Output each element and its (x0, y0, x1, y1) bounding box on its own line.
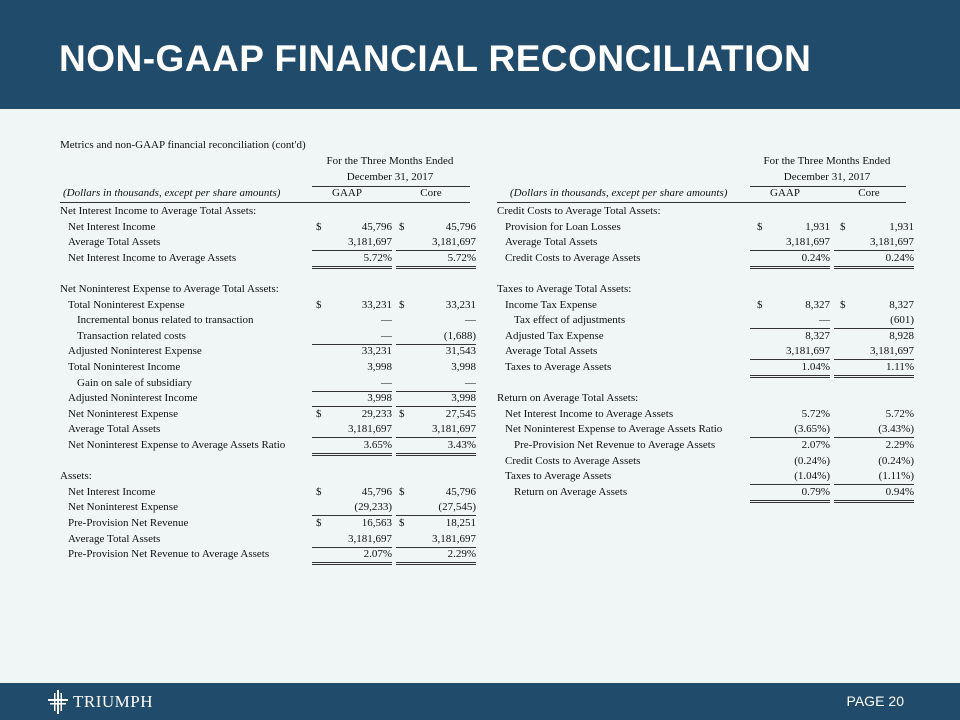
table-row (60, 314, 476, 330)
gaap-dollar-sign: $ (316, 220, 322, 233)
table-row (497, 407, 914, 424)
row-label: Average Total Assets (68, 423, 161, 436)
gaap-value: 3,998 (312, 392, 392, 407)
core-dollar-sign: $ (399, 298, 405, 311)
table-row (497, 485, 914, 502)
gaap-value: (29,233) (312, 501, 392, 516)
gaap-value: 3,181,697 (750, 236, 830, 251)
core-value: 8,327 (889, 298, 914, 311)
page-title: NON-GAAP FINANCIAL RECONCILIATION (59, 38, 812, 79)
gaap-dollar-sign: $ (316, 298, 322, 311)
gaap-value: 3,181,697 (750, 345, 830, 360)
row-label: Taxes to Average Assets (505, 361, 612, 373)
table-row (497, 251, 914, 268)
core-value: 0.94% (834, 486, 914, 503)
table-row (497, 423, 914, 439)
gaap-value: 3,181,697 (312, 236, 392, 251)
row-label: Average Total Assets (68, 532, 161, 545)
table-row (497, 345, 914, 361)
core-value: 3.43% (396, 439, 476, 456)
right-col-core: Core (858, 187, 880, 199)
left-header-rule (60, 202, 470, 203)
row-label: Average Total Assets (68, 236, 161, 249)
table-row (60, 439, 476, 455)
document-title: Metrics and non-GAAP financial reconciliation (cont'd) (60, 139, 306, 151)
core-value: 5.72% (885, 407, 914, 420)
page-indicator (843, 693, 904, 709)
core-value: (27,545) (396, 501, 476, 516)
table-row (497, 267, 909, 283)
gaap-value: 29,233 (361, 407, 392, 420)
gaap-value (312, 455, 392, 469)
row-label: Total Noninterest Expense (68, 298, 185, 311)
row-label: Net Interest Income to Average Assets (505, 407, 674, 420)
right-header-rule (497, 202, 906, 203)
core-value (396, 267, 476, 281)
gaap-value (750, 377, 830, 391)
row-label: Adjusted Noninterest Expense (68, 345, 202, 358)
left-col-core: Core (420, 187, 442, 199)
core-value: 1,931 (889, 220, 914, 233)
table-row (497, 314, 914, 330)
row-label: Credit Costs to Average Assets (505, 454, 641, 467)
gaap-value (750, 205, 830, 219)
gaap-value: (1.04%) (750, 470, 830, 485)
row-label: Net Noninterest Expense to Average Total Assets: (60, 283, 279, 295)
page-label: PAGE (846, 693, 885, 709)
table-row (60, 517, 476, 533)
table-row (60, 236, 476, 252)
core-value (396, 470, 476, 484)
table-row (497, 392, 909, 408)
gaap-value (312, 205, 392, 219)
gaap-value: 1.04% (750, 361, 830, 378)
table-row (60, 205, 472, 221)
core-value: 8,928 (889, 329, 914, 342)
row-label: Taxes to Average Assets (505, 470, 612, 483)
gaap-dollar-sign: $ (757, 298, 763, 311)
core-value: (1.11%) (834, 470, 914, 485)
core-value: 31,543 (445, 345, 476, 358)
row-label: Credit Costs to Average Total Assets: (497, 205, 661, 217)
core-value: 45,796 (445, 220, 476, 233)
left-period-line2: December 31, 2017 (346, 171, 434, 183)
table-row (497, 298, 914, 315)
core-dollar-sign: $ (399, 517, 405, 529)
table-row (60, 283, 472, 299)
row-label: Net Noninterest Expense (68, 501, 178, 514)
core-value: 2.29% (396, 548, 476, 565)
left-units-note: (Dollars in thousands, except per share amounts) (63, 187, 281, 199)
row-label: Tax effect of adjustments (514, 314, 626, 327)
core-value: 3,998 (451, 361, 476, 373)
core-value (396, 283, 476, 297)
table-row (497, 470, 914, 486)
table-row (497, 454, 914, 471)
core-value (834, 283, 914, 297)
row-label: Income Tax Expense (505, 298, 597, 311)
table-row (497, 220, 914, 237)
core-value: 3,181,697 (834, 345, 914, 360)
gaap-value: 2.07% (801, 439, 830, 451)
table-row (60, 485, 476, 502)
core-dollar-sign: $ (399, 407, 405, 420)
table-row (60, 407, 476, 424)
core-value: 1.11% (834, 361, 914, 378)
core-value: (1,688) (396, 330, 476, 345)
core-value: — (396, 377, 476, 392)
table-row (60, 548, 476, 564)
gaap-value (750, 267, 830, 281)
gaap-value: — (381, 314, 392, 327)
table-row (60, 267, 472, 283)
gaap-dollar-sign: $ (757, 220, 763, 233)
table-row (60, 501, 476, 517)
table-row (497, 377, 909, 393)
right-period-line1: For the Three Months Ended (763, 155, 891, 167)
table-row (497, 361, 914, 377)
table-row (60, 455, 472, 471)
page-number: 20 (888, 693, 904, 709)
row-label: Net Interest Income to Average Assets (68, 251, 237, 264)
table-row (60, 470, 472, 486)
core-dollar-sign: $ (840, 298, 846, 311)
core-dollar-sign: $ (840, 220, 846, 233)
row-label: Adjusted Tax Expense (505, 329, 604, 342)
core-value (396, 205, 476, 219)
gaap-value: 3,181,697 (312, 533, 392, 548)
gaap-value: 1,931 (805, 220, 830, 233)
left-col-gaap: GAAP (332, 187, 362, 199)
core-value: 3,998 (396, 392, 476, 407)
core-dollar-sign: $ (399, 485, 405, 498)
core-dollar-sign: $ (399, 220, 405, 233)
row-label: Average Total Assets (505, 236, 598, 249)
gaap-value (312, 283, 392, 297)
row-label: Incremental bonus related to transaction (77, 314, 254, 327)
core-value: 0.24% (834, 252, 914, 269)
gaap-value: — (312, 330, 392, 345)
row-label: Pre-Provision Net Revenue to Average Assets (68, 548, 270, 561)
row-label: Transaction related costs (77, 329, 186, 342)
gaap-dollar-sign: $ (316, 407, 322, 420)
row-label: Adjusted Noninterest Income (68, 392, 198, 405)
core-value: 3,181,697 (396, 533, 476, 548)
gaap-value: 33,231 (361, 345, 392, 358)
gaap-value (312, 267, 392, 281)
table-row (60, 220, 476, 237)
gaap-value: 5.72% (801, 407, 830, 420)
right-col-gaap: GAAP (770, 187, 800, 199)
gaap-value: 45,796 (361, 485, 392, 498)
gaap-value: 16,563 (361, 517, 392, 529)
left-period-line1: For the Three Months Ended (326, 155, 454, 167)
core-value: 5.72% (396, 252, 476, 269)
gaap-value: — (312, 377, 392, 392)
right-units-note: (Dollars in thousands, except per share amounts) (510, 187, 728, 199)
header-bar (0, 0, 960, 109)
table-row (497, 205, 909, 221)
core-value (834, 267, 914, 281)
gaap-value (750, 283, 830, 297)
table-row (60, 329, 476, 346)
gaap-value: 5.72% (312, 252, 392, 269)
row-label: Net Noninterest Expense to Average Assets Ratio (68, 439, 286, 451)
table-row (60, 376, 476, 393)
gaap-value (750, 392, 830, 406)
table-row (60, 298, 476, 315)
table-row (60, 392, 476, 408)
table-row (497, 439, 914, 455)
core-value: 3,181,697 (834, 236, 914, 251)
core-value: — (465, 314, 476, 327)
triumph-cross-icon (48, 690, 68, 714)
gaap-value: 45,796 (361, 220, 392, 233)
footer-bar (0, 683, 960, 720)
logo-text: TRIUMPH (73, 692, 154, 711)
core-value (834, 205, 914, 219)
table-row (497, 283, 909, 299)
core-value (834, 377, 914, 391)
core-value: 3,181,697 (396, 236, 476, 251)
gaap-value: 2.07% (312, 548, 392, 565)
gaap-value: 8,327 (805, 329, 830, 342)
row-label: Pre-Provision Net Revenue (68, 517, 189, 529)
gaap-value: (0.24%) (794, 454, 830, 467)
row-label: Pre-Provision Net Revenue to Average Assets (514, 439, 716, 451)
core-value: 45,796 (445, 485, 476, 498)
core-value: (601) (834, 314, 914, 329)
table-row (497, 236, 914, 252)
gaap-value: 0.79% (750, 486, 830, 503)
gaap-value: 0.24% (750, 252, 830, 269)
core-value: (0.24%) (878, 454, 914, 467)
row-label: Return on Average Assets (514, 485, 628, 498)
row-label: Return on Average Total Assets: (497, 392, 639, 405)
core-value: 2.29% (885, 439, 914, 451)
core-value: 18,251 (445, 517, 476, 529)
core-value: 3,181,697 (396, 423, 476, 438)
core-value: 33,231 (445, 298, 476, 311)
row-label: Net Interest Income (68, 220, 156, 233)
gaap-value: — (750, 314, 830, 329)
table-row (497, 329, 914, 346)
gaap-value: (3.65%) (750, 423, 830, 438)
core-value (396, 455, 476, 469)
gaap-value (312, 470, 392, 484)
gaap-value: 33,231 (361, 298, 392, 311)
table-row (60, 345, 476, 361)
row-label: Average Total Assets (505, 345, 598, 358)
row-label: Gain on sale of subsidiary (77, 376, 192, 389)
right-period-line2: December 31, 2017 (783, 171, 871, 183)
row-label: Net Interest Income (68, 485, 156, 498)
core-value (834, 392, 914, 406)
gaap-value: 3,998 (367, 361, 392, 373)
row-label: Net Noninterest Expense to Average Assets Ratio (505, 423, 723, 436)
triumph-logo (48, 689, 153, 715)
table-row (60, 532, 476, 549)
gaap-value: 3,181,697 (312, 423, 392, 438)
core-value: 27,545 (445, 407, 476, 420)
core-value: (3.43%) (834, 423, 914, 438)
row-label: Taxes to Average Total Assets: (497, 283, 632, 295)
row-label: Provision for Loan Losses (505, 220, 621, 233)
table-row (60, 361, 476, 377)
gaap-value: 3.65% (312, 439, 392, 456)
row-label: Net Interest Income to Average Total Assets: (60, 205, 257, 217)
row-label: Assets: (60, 470, 92, 483)
gaap-value: 8,327 (805, 298, 830, 311)
table-row (60, 251, 476, 268)
gaap-dollar-sign: $ (316, 485, 322, 498)
gaap-dollar-sign: $ (316, 517, 322, 529)
row-label: Credit Costs to Average Assets (505, 251, 641, 264)
row-label: Net Noninterest Expense (68, 407, 178, 420)
table-row (60, 423, 476, 439)
row-label: Total Noninterest Income (68, 361, 181, 373)
